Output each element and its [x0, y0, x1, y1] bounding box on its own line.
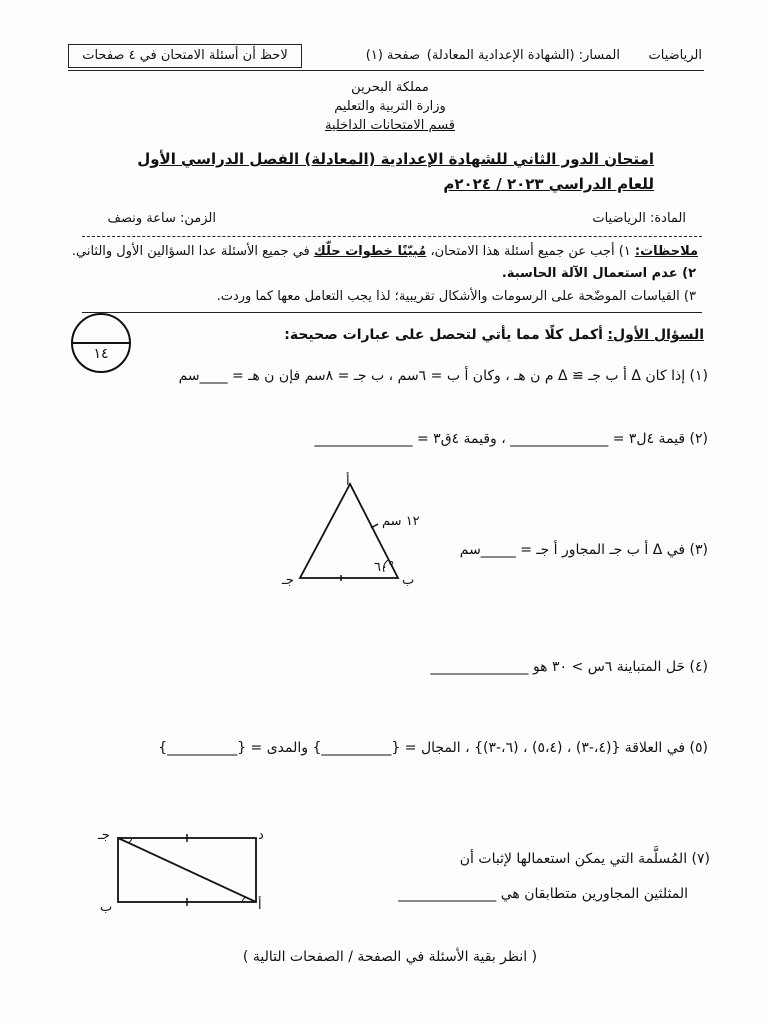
header-divider: [68, 70, 704, 71]
department-name: قسم الامتحانات الداخلية: [324, 118, 456, 133]
note-2: ٢) عدم استعمال الآلة الحاسبة.: [501, 266, 696, 281]
q1-label: السؤال الأول:: [607, 327, 704, 343]
note-1-prefix: ١) أجب عن جميع أسئلة هذا الامتحان،: [430, 244, 631, 259]
q1-instruction: أكمل كلًا مما يأتي لتحصل على عبارات صحيحة:: [284, 327, 603, 343]
note-1-suffix: في جميع الأسئلة عدا السؤالين الأول والثاني.: [71, 244, 310, 259]
exam-subject: المادة: الرياضيات: [592, 211, 686, 226]
triangle-side-label: ١٢ سم: [382, 514, 420, 529]
exam-title: امتحان الدور الثاني للشهادة الإعدادية (المعادلة) الفصل الدراسي الأول: [137, 150, 654, 168]
score-value: ١٤: [93, 346, 109, 362]
header-subject: الرياضيات: [648, 48, 702, 63]
triangle-figure: [270, 470, 430, 590]
q1-header: [284, 327, 704, 343]
header-page: صفحة (١): [365, 48, 420, 63]
rectangle-vertex-bl: ب: [100, 900, 113, 915]
rectangle-vertex-tl: جـ: [98, 828, 110, 843]
triangle-vertex-left: جـ: [282, 573, 294, 588]
footer-note: ( انظر بقية الأسئلة في الصفحة / الصفحات التالية ): [242, 949, 538, 965]
triangle-angle-label: ٦٠°: [374, 560, 395, 575]
q1-item-2: (٢) قيمة ٤ل٣ = ______________ ، وقيمة ٤ق٣ = ______________: [314, 431, 708, 447]
triangle-vertex-right: ب: [402, 573, 415, 588]
q1-item-7-line2: المثلثين المجاورين متطابقان هي ______________: [398, 886, 688, 902]
exam-year: للعام الدراسي ٢٠٢٣ / ٢٠٢٤م: [443, 175, 654, 193]
q1-item-5: (٥) في العلاقة {(٤،-٣) ، (٥،٤) ، (٦،-٣)} ، المجال = {__________} والمدى = {__________}: [158, 740, 708, 756]
header-track: المسار: (الشهادة الإعدادية المعادلة): [426, 48, 620, 63]
note-1-bold: مُبيّنًا خطوات حلّك: [313, 244, 427, 259]
rectangle-vertex-tr: د: [258, 828, 264, 843]
note-1: [72, 244, 698, 259]
q1-item-1: (١) إذا كان Δ أ ب جـ ≅ Δ م ن هـ ، وكان أ ب = ٦سم ، ب جـ = ٨سم فإن ن هـ = ____سم: [178, 368, 708, 384]
score-circle: [70, 312, 132, 374]
notes-divider: [82, 312, 702, 313]
triangle-vertex-top: أ: [346, 474, 350, 489]
q1-item-4: (٤) حَل المتباينة ٦س > ٣٠ هو ______________: [430, 659, 708, 675]
ministry-name: وزارة التربية والتعليم: [334, 99, 446, 114]
page-count-note: لاحظ أن أسئلة الامتحان في ٤ صفحات: [68, 44, 302, 68]
exam-time: الزمن: ساعة ونصف: [107, 211, 216, 226]
note-3: ٣) القياسات الموضّحة على الرسومات والأشكال تقريبية؛ لذا يجب التعامل معها كما وردت.: [216, 289, 696, 304]
rectangle-figure: [100, 826, 280, 916]
section-divider: [82, 236, 702, 237]
rectangle-vertex-br: أ: [258, 898, 262, 913]
notes-label: ملاحظات:: [634, 244, 698, 259]
kingdom-name: مملكة البحرين: [351, 80, 429, 95]
q1-item-7-line1: (٧) المُسلَّمة التي يمكن استعمالها لإثبات أن: [459, 851, 710, 867]
q1-item-3: (٣) في Δ أ ب جـ المجاور أ جـ = _____سم: [459, 542, 708, 558]
